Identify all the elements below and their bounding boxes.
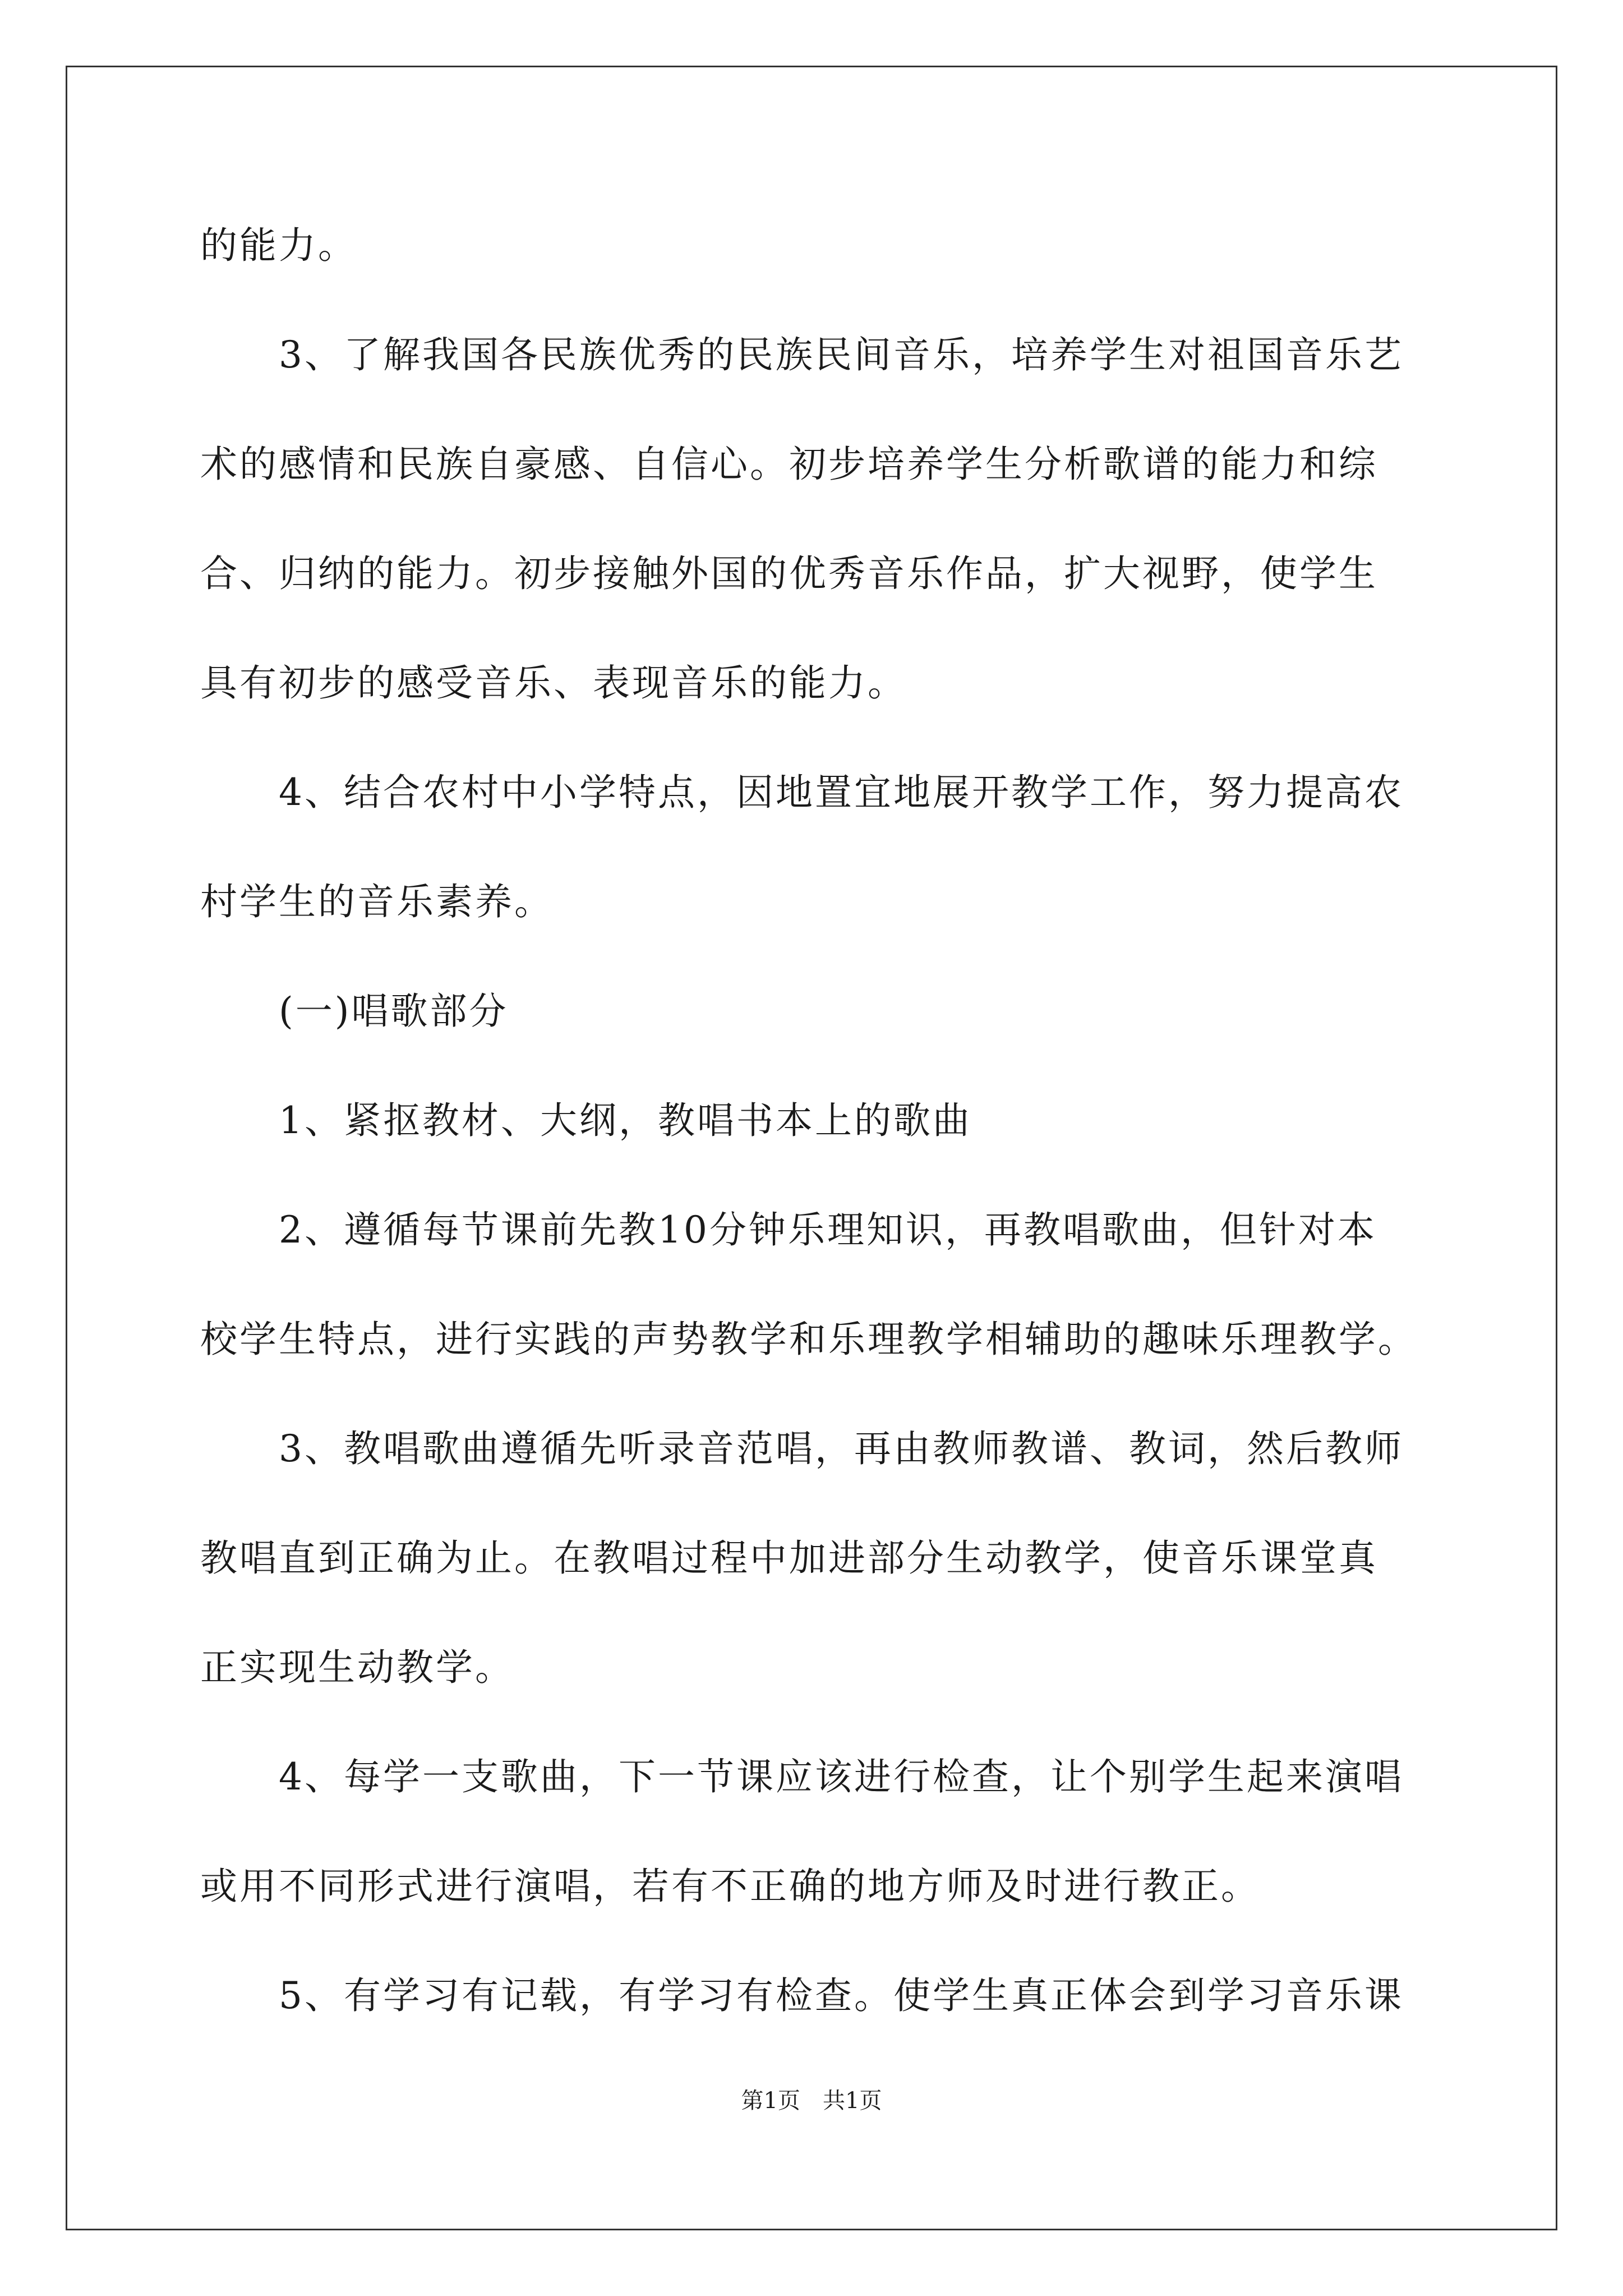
text-line-17: 5、有学习有记载，有学习有检查。使学生真正体会到学习音乐课 [200, 1974, 1404, 2017]
text-line-14: 正实现生动教学。 [200, 1646, 514, 1689]
text-line-11: 校学生特点，进行实践的声势教学和乐理教学相辅助的趣味乐理教学。 [200, 1318, 1417, 1361]
section-heading: (一)唱歌部分 [200, 990, 509, 1033]
text-line-1: 的能力。 [200, 224, 357, 267]
text-line-12: 3、教唱歌曲遵循先听录音范唱，再由教师教谱、教词，然后教师 [200, 1427, 1404, 1470]
text-line-7: 村学生的音乐素养。 [200, 880, 554, 923]
page-number-footer: 第1页 共1页 [741, 2088, 882, 2114]
text-line-2: 3、了解我国各民族优秀的民族民间音乐，培养学生对祖国音乐艺 [200, 333, 1404, 376]
text-line-4: 合、归纳的能力。初步接触外国的优秀音乐作品，扩大视野，使学生 [200, 552, 1378, 595]
text-line-16: 或用不同形式进行演唱，若有不正确的地方师及时进行教正。 [200, 1865, 1260, 1908]
text-line-15: 4、每学一支歌曲，下一节课应该进行检查，让个别学生起来演唱 [200, 1755, 1404, 1798]
text-line-5: 具有初步的感受音乐、表现音乐的能力。 [200, 661, 907, 705]
text-line-9: 1、紧抠教材、大纲，教唱书本上的歌曲 [200, 1099, 972, 1142]
text-line-10: 2、遵循每节课前先教10分钟乐理知识，再教唱歌曲，但针对本 [200, 1208, 1377, 1251]
text-line-13: 教唱直到正确为止。在教唱过程中加进部分生动教学，使音乐课堂真 [200, 1536, 1378, 1580]
text-line-3: 术的感情和民族自豪感、自信心。初步培养学生分析歌谱的能力和综 [200, 443, 1378, 486]
text-line-6: 4、结合农村中小学特点，因地置宜地展开教学工作，努力提高农 [200, 771, 1404, 814]
